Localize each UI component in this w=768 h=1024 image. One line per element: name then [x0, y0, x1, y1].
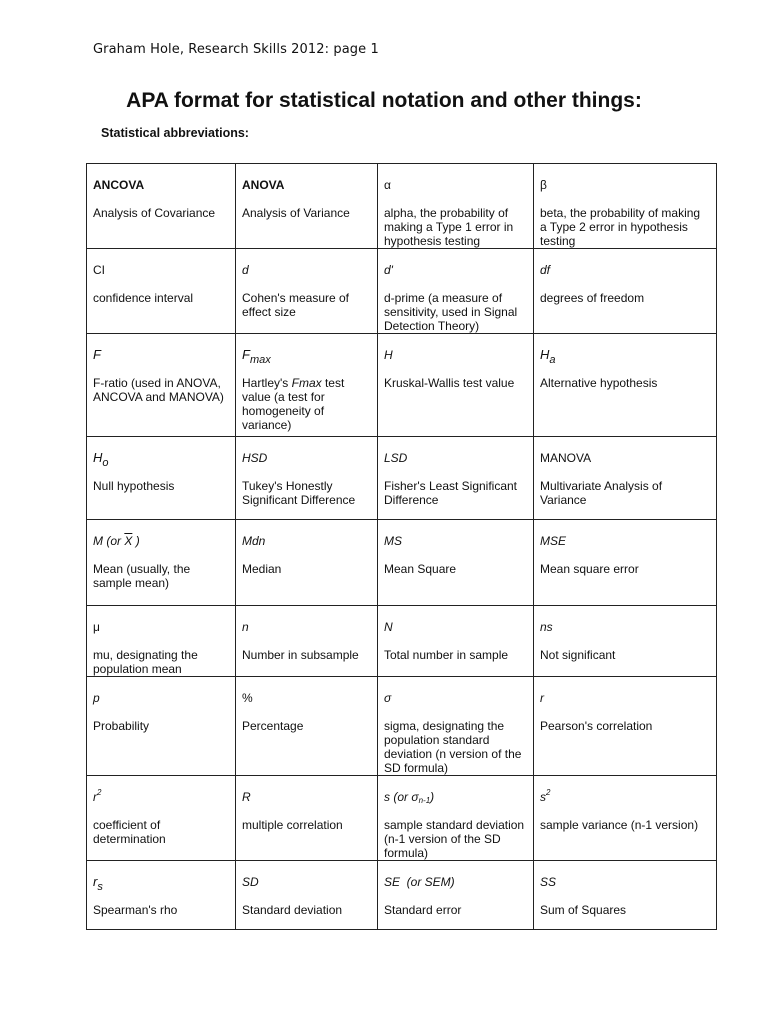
abbreviation-term	[540, 790, 710, 804]
abbreviation-description: Standard deviation	[242, 903, 343, 917]
abbreviation-term	[93, 450, 229, 469]
abbreviation-description: Spearman's rho	[93, 903, 178, 917]
abbreviation-term: ANCOVA	[93, 178, 145, 192]
table-cell	[236, 249, 378, 334]
table-cell	[378, 249, 534, 334]
abbreviation-description: Kruskal-Wallis test value	[384, 376, 515, 390]
abbreviation-description: Tukey's Honestly Significant Difference	[242, 479, 356, 507]
table-cell	[87, 437, 236, 520]
abbreviation-description: Total number in sample	[384, 648, 509, 662]
table-cell	[87, 606, 236, 677]
abbreviation-term: CI	[93, 263, 105, 277]
term-subscript: n-1	[418, 796, 431, 805]
abbreviation-term: F	[93, 347, 101, 362]
table-cell	[534, 520, 717, 606]
abbreviation-term: SS	[540, 875, 557, 889]
abbreviation-description: confidence interval	[93, 291, 194, 305]
abbreviation-term	[93, 790, 229, 804]
term-end: )	[430, 790, 435, 804]
page-title: APA format for statistical notation and other things:	[126, 89, 642, 112]
x-bar-symbol: $\overline{X}$	[124, 534, 133, 548]
term-subscript: o	[102, 457, 109, 469]
desc-part: Hartley's	[242, 376, 292, 390]
term-subscript: a	[549, 354, 556, 366]
table-cell	[236, 677, 378, 776]
section-heading: Statistical abbreviations:	[101, 126, 249, 140]
term-base: r	[93, 790, 97, 804]
abbreviation-term	[242, 347, 371, 366]
term-base: s	[540, 790, 546, 804]
term-base: r	[93, 874, 98, 889]
abbreviation-term: α	[384, 178, 391, 192]
abbreviation-description: Standard error	[384, 903, 462, 917]
abbreviation-description: Not significant	[540, 648, 616, 662]
abbreviation-term: N	[384, 620, 393, 634]
abbreviation-description: alpha, the probability of making a Type 1 error in hypothesis testing	[384, 206, 514, 248]
abbreviation-description: Median	[242, 562, 282, 576]
table-cell	[87, 334, 236, 437]
table-cell	[236, 520, 378, 606]
abbreviation-term: SE (or SEM)	[384, 875, 455, 889]
abbreviation-term: Mdn	[242, 534, 266, 548]
abbreviation-description	[242, 376, 371, 432]
abbreviation-term: ANOVA	[242, 178, 285, 192]
term-base: s (or σ	[384, 790, 419, 804]
abbreviation-description: F-ratio (used in ANOVA, ANCOVA and MANOVA)	[93, 376, 224, 404]
abbreviation-term: MANOVA	[540, 451, 592, 465]
term-base: H	[540, 347, 550, 362]
abbreviation-description: Null hypothesis	[93, 479, 175, 493]
term-base: M (or	[93, 534, 125, 548]
running-head: Graham Hole, Research Skills 2012: page 1	[93, 42, 379, 57]
table-cell	[236, 776, 378, 861]
table-row	[87, 164, 717, 249]
abbreviation-term: n	[242, 620, 249, 634]
table-cell	[236, 437, 378, 520]
abbreviation-description: sigma, designating the population standard deviation (n version of the SD formula)	[384, 719, 522, 775]
abbreviation-description: degrees of freedom	[540, 291, 645, 305]
term-subscript: s	[97, 881, 103, 893]
term-base: H	[93, 450, 103, 465]
table-cell	[378, 677, 534, 776]
abbreviation-term: r	[540, 691, 544, 705]
abbreviation-term: μ	[93, 620, 100, 634]
table-row	[87, 334, 717, 437]
abbreviation-description: Number in subsample	[242, 648, 359, 662]
table-cell	[378, 334, 534, 437]
table-cell	[87, 164, 236, 249]
abbreviation-description: Analysis of Covariance	[93, 206, 216, 220]
table-row	[87, 520, 717, 606]
table-row	[87, 437, 717, 520]
abbreviation-description: Fisher's Least Significant Difference	[384, 479, 518, 507]
table-cell	[87, 776, 236, 861]
abbreviation-term: d	[242, 263, 249, 277]
table-cell	[236, 164, 378, 249]
term-subscript: max	[249, 354, 271, 366]
table-cell	[236, 606, 378, 677]
table-cell	[378, 520, 534, 606]
abbreviation-description: Percentage	[242, 719, 304, 733]
abbreviation-term: SD	[242, 875, 259, 889]
table-cell	[378, 437, 534, 520]
table-cell	[534, 861, 717, 930]
table-cell	[534, 249, 717, 334]
table-cell	[534, 677, 717, 776]
abbreviation-term: LSD	[384, 451, 408, 465]
table-cell	[534, 776, 717, 861]
abbreviation-description: Pearson's correlation	[540, 719, 653, 733]
abbreviation-term: d'	[384, 263, 393, 277]
abbreviation-term: R	[242, 790, 251, 804]
abbreviation-term: β	[540, 178, 547, 192]
abbreviation-term: H	[384, 348, 393, 362]
table-cell	[87, 861, 236, 930]
abbreviation-term	[93, 534, 229, 548]
abbreviation-description: Sum of Squares	[540, 903, 627, 917]
abbreviation-description: Alternative hypothesis	[540, 376, 658, 390]
abbreviation-description: coefficient of determination	[93, 818, 166, 846]
abbreviation-term: HSD	[242, 451, 268, 465]
abbreviation-description: sample standard deviation (n-1 version of the SD formula)	[384, 818, 525, 860]
table-row	[87, 249, 717, 334]
table-row	[87, 606, 717, 677]
table-row	[87, 861, 717, 930]
term-superscript: 2	[546, 788, 551, 797]
table-cell	[236, 861, 378, 930]
desc-part: test value (a test for homogeneity of variance)	[242, 376, 345, 432]
abbreviation-description: multiple correlation	[242, 818, 343, 832]
table-cell	[378, 861, 534, 930]
table-cell	[534, 164, 717, 249]
term-base: F	[242, 347, 250, 362]
desc-italic: Fmax	[291, 376, 322, 390]
term-end: )	[132, 534, 140, 548]
table-cell	[236, 334, 378, 437]
abbreviation-term: %	[242, 691, 253, 705]
table-cell	[534, 606, 717, 677]
abbreviation-term	[540, 347, 710, 366]
table-cell	[87, 520, 236, 606]
abbreviation-description: beta, the probability of making a Type 2 error in hypothesis testing	[540, 206, 701, 248]
abbreviation-description: mu, designating the population mean	[93, 648, 198, 676]
abbreviation-description: Mean (usually, the sample mean)	[93, 562, 191, 590]
abbreviation-description: Mean square error	[540, 562, 639, 576]
abbreviation-description: Mean Square	[384, 562, 457, 576]
abbreviation-description: Multivariate Analysis of Variance	[540, 479, 663, 507]
abbreviation-description: sample variance (n-1 version)	[540, 818, 699, 832]
table-cell	[534, 334, 717, 437]
abbreviation-description: Cohen's measure of effect size	[242, 291, 350, 319]
table-row	[87, 677, 717, 776]
table-row	[87, 776, 717, 861]
abbreviation-term: ns	[540, 620, 553, 634]
abbreviation-description: d-prime (a measure of sensitivity, used in Signal Detection Theory)	[384, 291, 518, 333]
abbreviation-term: df	[540, 263, 551, 277]
abbreviation-term: σ	[384, 691, 392, 705]
abbreviation-description: Analysis of Variance	[242, 206, 350, 220]
abbreviation-term	[384, 790, 527, 804]
abbreviation-term	[93, 874, 229, 893]
table-cell	[87, 249, 236, 334]
table-cell	[378, 164, 534, 249]
abbreviation-description: Probability	[93, 719, 150, 733]
abbreviation-term: MS	[384, 534, 402, 548]
term-superscript: 2	[97, 788, 102, 797]
table-cell	[378, 606, 534, 677]
abbreviation-term: MSE	[540, 534, 567, 548]
abbreviations-table	[86, 163, 717, 930]
table-cell	[534, 437, 717, 520]
table-cell	[87, 677, 236, 776]
abbreviation-term: p	[93, 691, 100, 705]
table-cell	[378, 776, 534, 861]
